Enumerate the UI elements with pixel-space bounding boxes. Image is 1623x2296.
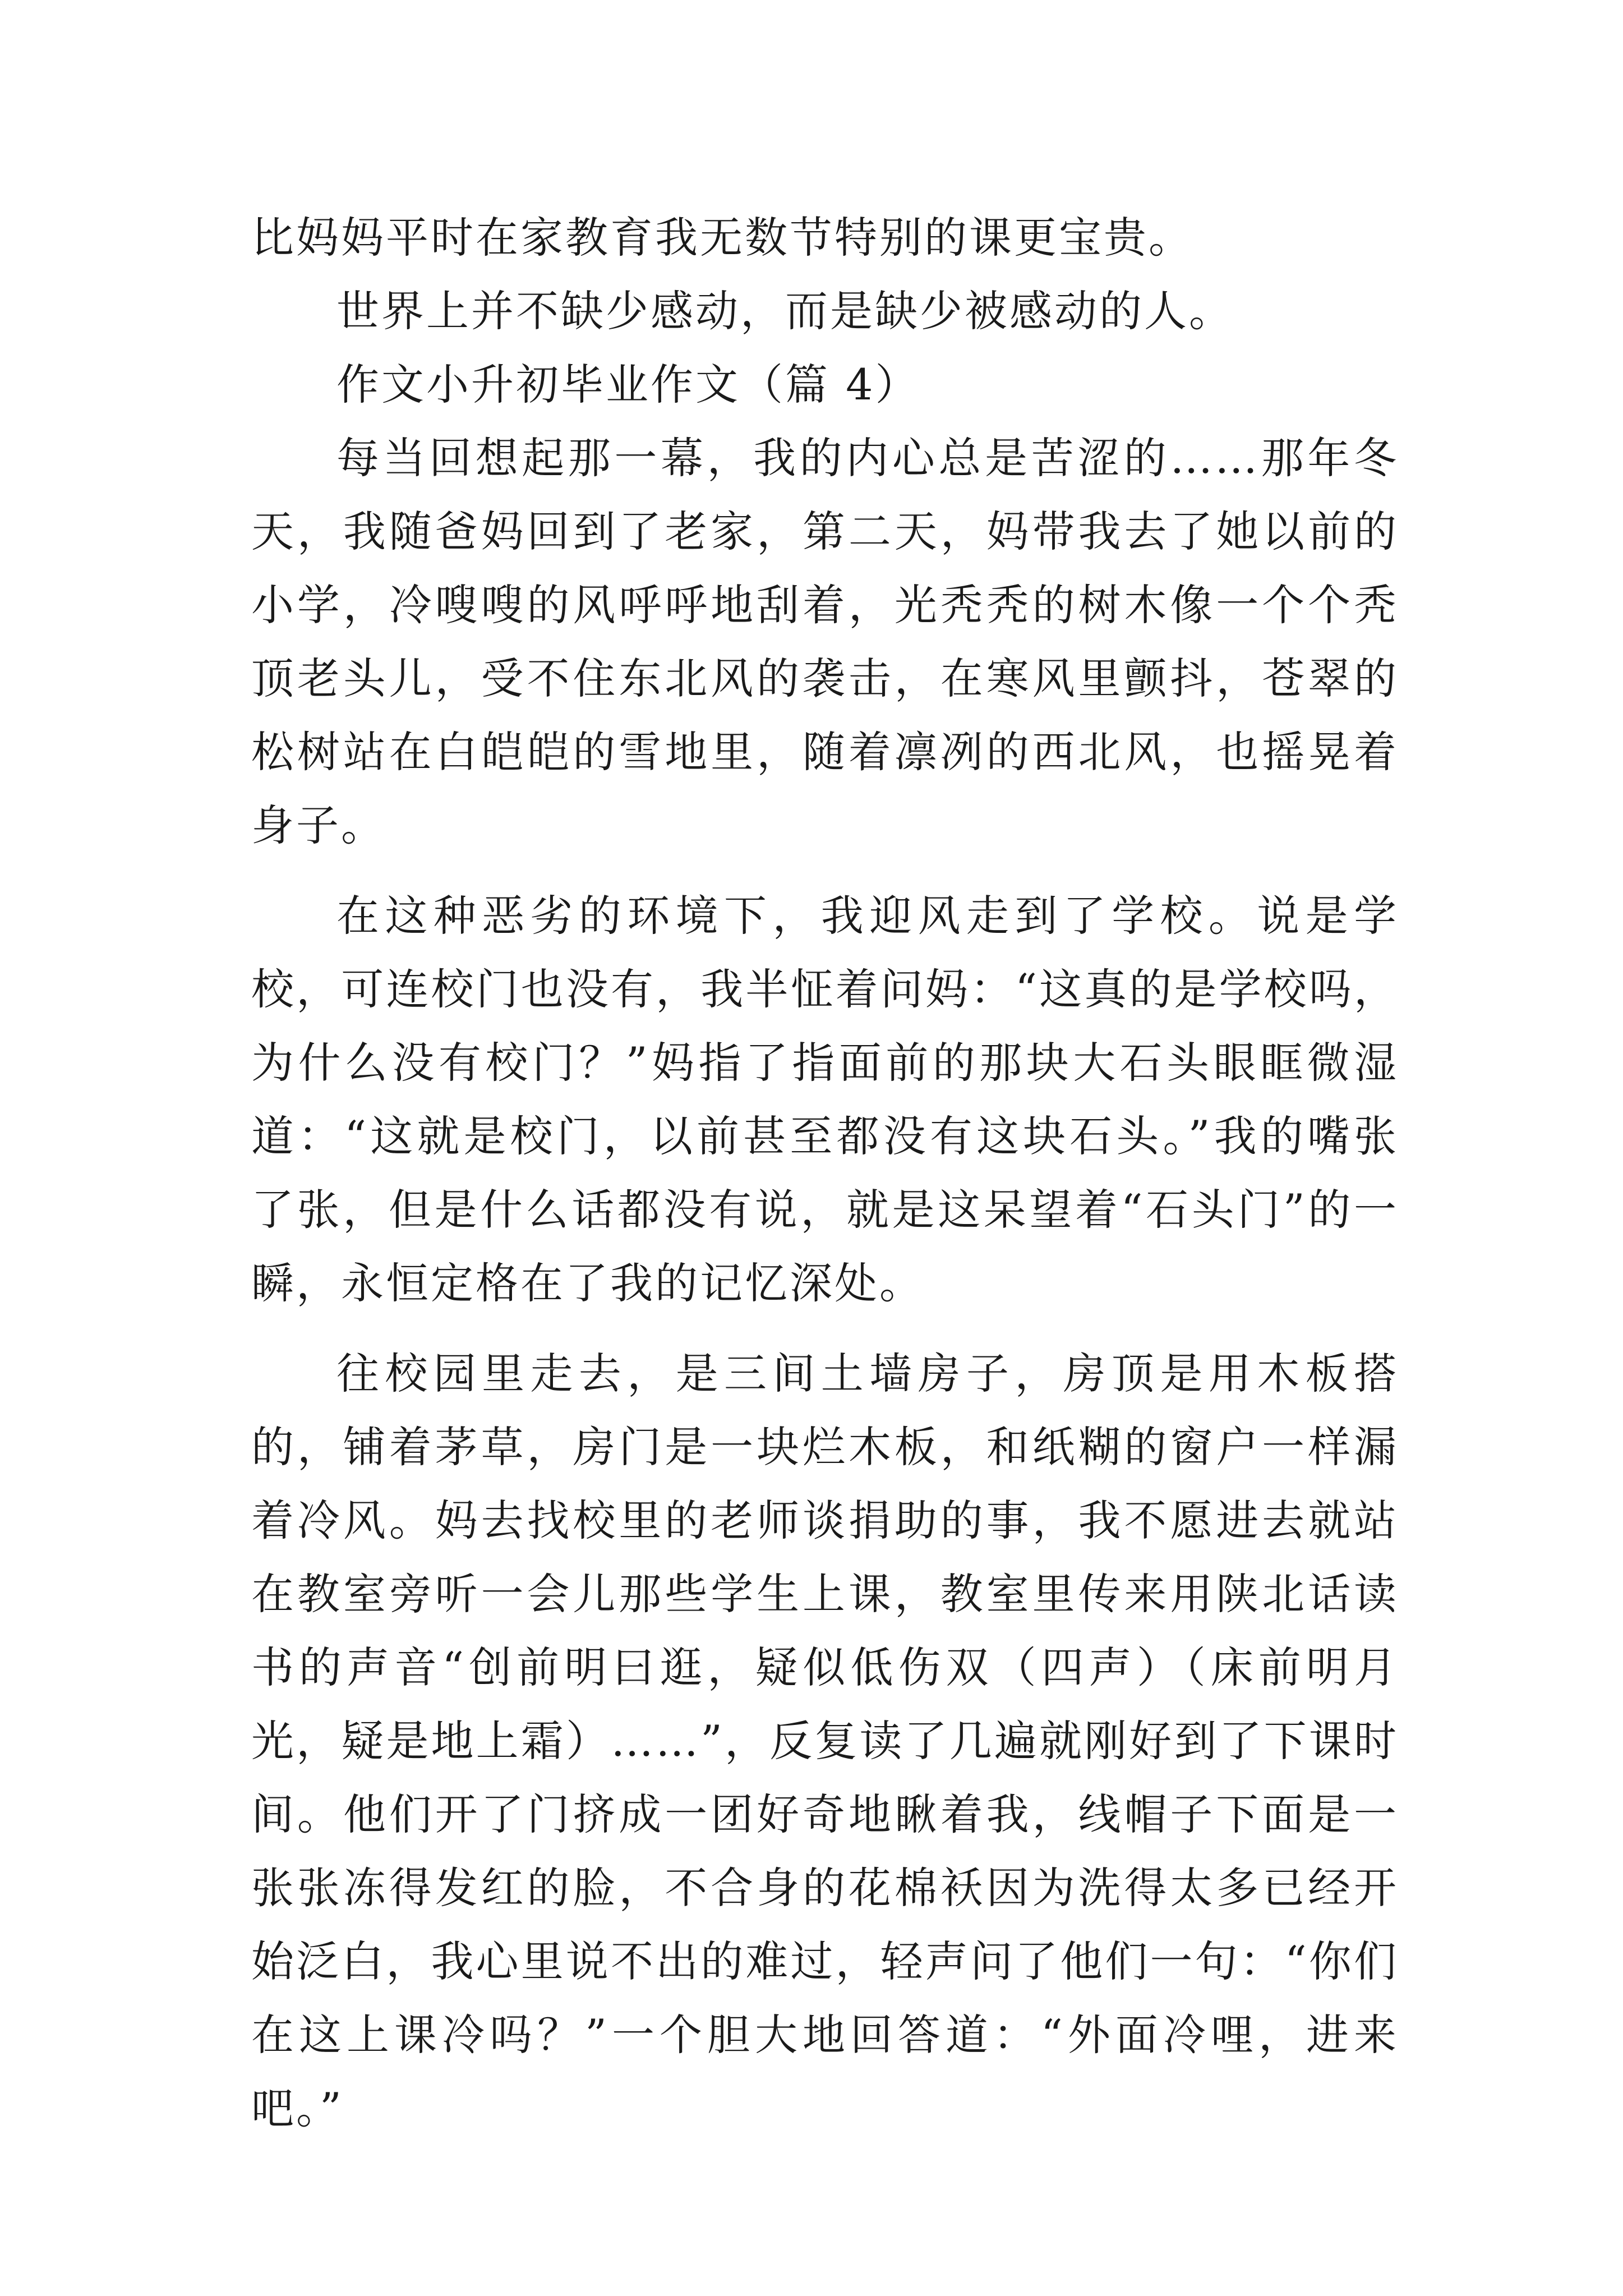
essay-body bbox=[251, 201, 1399, 2145]
paragraph-quote: 世界上并不缺少感动，而是缺少被感动的人。 bbox=[336, 286, 1234, 336]
paragraph-school-gate: 在这种恶劣的环境下，我迎风走到了学校。说是学校，可连校门也没有，我半怔着问妈：“这真的是学校吗，为什么没有校门？”妈指了指面前的那块大石头眼眶微湿道：“这就是校门，以前甚至都没有这块石头。”我的嘴张了张，但是什么话都没有说，就是这呆望着“石头门”的一瞬，永恒定格在了我的记忆深处。 bbox=[251, 891, 1399, 1308]
paragraph-continuation: 比妈妈平时在家教育我无数节特别的课更宝贵。 bbox=[251, 213, 1193, 263]
paragraph-winter-trip: 每当回想起那一幕，我的内心总是苦涩的……那年冬天，我随爸妈回到了老家，第二天，妈带我去了她以前的小学，冷嗖嗖的风呼呼地刮着，光秃秃的树木像一个个秃顶老头儿，受不住东北风的袭击，在寒风里颤抖，苍翠的松树站在白皑皑的雪地里，随着凛冽的西北风，也摇晃着身子。 bbox=[251, 433, 1399, 850]
essay-title: 作文小升初毕业作文（篇 4） bbox=[336, 360, 920, 409]
paragraph-classroom: 往校园里走去，是三间土墙房子，房顶是用木板搭的，铺着茅草，房门是一块烂木板，和纸糊的窗户一样漏着冷风。妈去找校里的老师谈捐助的事，我不愿进去就站在教室旁听一会儿那些学生上课，教室里传来用陕北话读书的声音“创前明曰逛，疑似低伤双（四声）（床前明月光，疑是地上霜）……”，反复读了几遍就刚好到了下课时间。他们开了门挤成一团好奇地瞅着我，线帽子下面是一张张冻得发红的脸，不合身的花棉袄因为洗得太多已经开始泛白，我心里说不出的难过，轻声问了他们一句：“你们在这上课冷吗？”一个胆大地回答道：“外面冷哩，进来吧。” bbox=[251, 1349, 1399, 2133]
